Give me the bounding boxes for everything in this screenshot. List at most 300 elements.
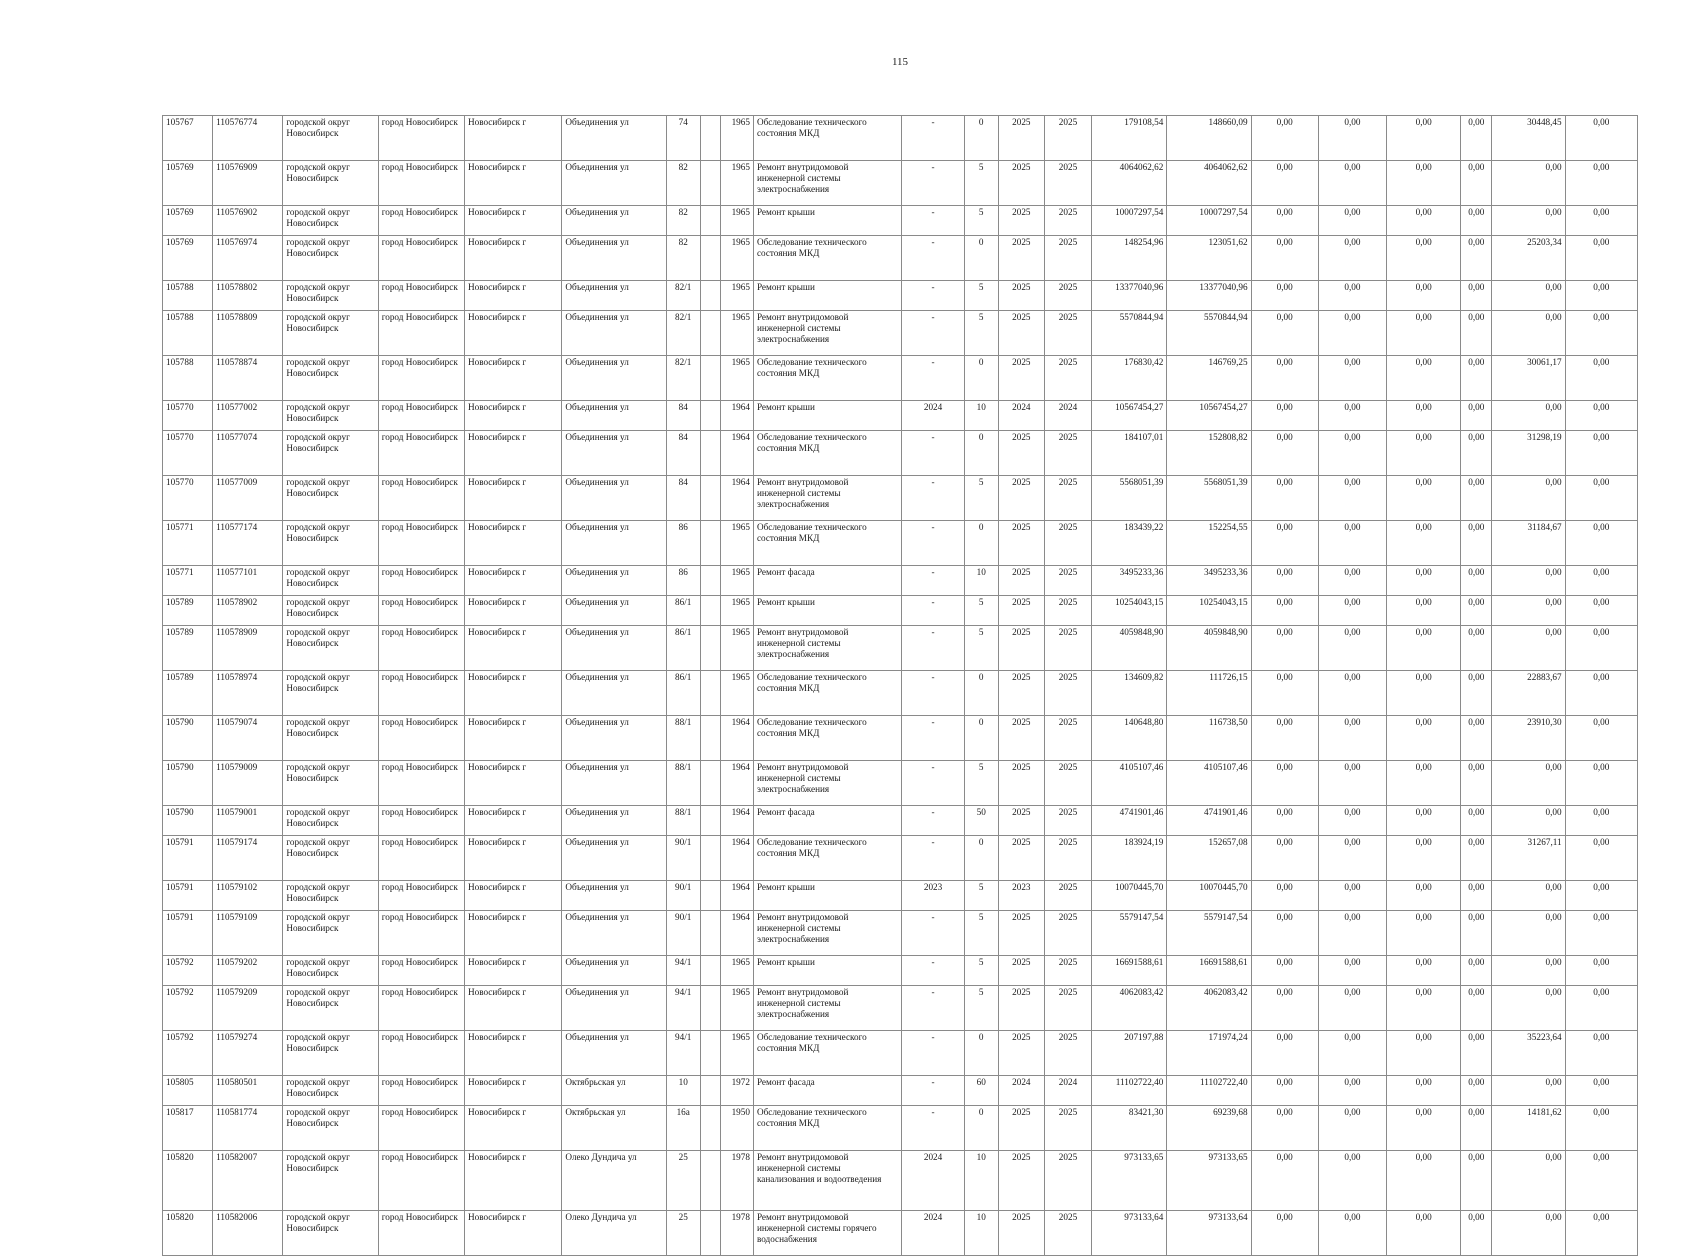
fund-3-cell: 0,00 <box>1387 1211 1461 1256</box>
build-year-cell: 1964 <box>720 431 753 476</box>
house-number-cell: 84 <box>666 401 700 431</box>
total-cost-cell: 148254,96 <box>1092 236 1167 281</box>
start-year-cell: 2023 <box>998 881 1044 911</box>
fund-cost-cell: 152808,82 <box>1167 431 1251 476</box>
street-cell: Объединения ул <box>562 596 666 626</box>
municipal-district-cell: городской округ Новосибирск <box>283 206 378 236</box>
locality-cell: Новосибирск г <box>464 626 561 671</box>
table-row <box>163 806 1638 836</box>
municipal-district-cell: городской округ Новосибирск <box>283 1151 378 1211</box>
build-year-cell: 1964 <box>720 806 753 836</box>
end-year-cell: 2025 <box>1044 566 1091 596</box>
empty-cell-cell <box>700 836 720 881</box>
house-id-cell: 105805 <box>163 1076 213 1106</box>
build-year-cell: 1972 <box>720 1076 753 1106</box>
other-funds-cell: 0,00 <box>1565 671 1637 716</box>
fund-2-cell: 0,00 <box>1318 281 1386 311</box>
locality-cell: Новосибирск г <box>464 521 561 566</box>
owner-contribution-cell: 0,00 <box>1492 1151 1565 1211</box>
total-cost-cell: 207197,88 <box>1092 1031 1167 1076</box>
wear-percent-cell: 0 <box>964 716 998 761</box>
owner-contribution-cell: 0,00 <box>1492 566 1565 596</box>
locality-cell: Новосибирск г <box>464 356 561 401</box>
total-cost-cell: 83421,30 <box>1092 1106 1167 1151</box>
start-year-cell: 2025 <box>998 476 1044 521</box>
wear-percent-cell: 0 <box>964 1106 998 1151</box>
fund-4-cell: 0,00 <box>1461 566 1492 596</box>
house-id-cell: 105817 <box>163 1106 213 1151</box>
fund-4-cell: 0,00 <box>1461 671 1492 716</box>
municipal-district-cell: городской округ Новосибирск <box>283 236 378 281</box>
municipal-district-cell: городской округ Новосибирск <box>283 476 378 521</box>
table-row <box>163 401 1638 431</box>
fund-2-cell: 0,00 <box>1318 1151 1386 1211</box>
owner-contribution-cell: 0,00 <box>1492 986 1565 1031</box>
owner-contribution-cell: 31184,67 <box>1492 521 1565 566</box>
fund-3-cell: 0,00 <box>1387 761 1461 806</box>
end-year-cell: 2025 <box>1044 761 1091 806</box>
build-year-cell: 1965 <box>720 626 753 671</box>
wear-percent-cell: 5 <box>964 281 998 311</box>
municipal-district-cell: городской округ Новосибирск <box>283 956 378 986</box>
house-id-cell: 105789 <box>163 626 213 671</box>
house-number-cell: 94/1 <box>666 956 700 986</box>
empty-cell-cell <box>700 1031 720 1076</box>
empty-cell-cell <box>700 881 720 911</box>
planned-year-cell: - <box>902 956 964 986</box>
total-cost-cell: 10567454,27 <box>1092 401 1167 431</box>
fund-2-cell: 0,00 <box>1318 716 1386 761</box>
other-funds-cell: 0,00 <box>1565 911 1637 956</box>
work-code-cell: 110578909 <box>213 626 283 671</box>
fund-1-cell: 0,00 <box>1251 206 1318 236</box>
locality-cell: Новосибирск г <box>464 476 561 521</box>
municipal-district-cell: городской округ Новосибирск <box>283 881 378 911</box>
settlement-cell: город Новосибирск <box>378 836 464 881</box>
build-year-cell: 1978 <box>720 1151 753 1211</box>
work-type-cell: Ремонт внутридомовой инженерной системы электроснабжения <box>753 161 902 206</box>
house-number-cell: 88/1 <box>666 761 700 806</box>
planned-year-cell: - <box>902 281 964 311</box>
fund-cost-cell: 4062083,42 <box>1167 986 1251 1031</box>
fund-2-cell: 0,00 <box>1318 566 1386 596</box>
fund-4-cell: 0,00 <box>1461 1076 1492 1106</box>
work-type-cell: Обследование технического состояния МКД <box>753 116 902 161</box>
house-id-cell: 105792 <box>163 1031 213 1076</box>
street-cell: Объединения ул <box>562 356 666 401</box>
house-number-cell: 25 <box>666 1151 700 1211</box>
other-funds-cell: 0,00 <box>1565 521 1637 566</box>
total-cost-cell: 16691588,61 <box>1092 956 1167 986</box>
locality-cell: Новосибирск г <box>464 911 561 956</box>
table-row <box>163 431 1638 476</box>
street-cell: Объединения ул <box>562 236 666 281</box>
fund-3-cell: 0,00 <box>1387 911 1461 956</box>
street-cell: Объединения ул <box>562 806 666 836</box>
fund-4-cell: 0,00 <box>1461 806 1492 836</box>
total-cost-cell: 5579147,54 <box>1092 911 1167 956</box>
house-number-cell: 90/1 <box>666 836 700 881</box>
settlement-cell: город Новосибирск <box>378 161 464 206</box>
table-row <box>163 1031 1638 1076</box>
house-id-cell: 105788 <box>163 356 213 401</box>
other-funds-cell: 0,00 <box>1565 311 1637 356</box>
wear-percent-cell: 5 <box>964 206 998 236</box>
start-year-cell: 2025 <box>998 596 1044 626</box>
fund-2-cell: 0,00 <box>1318 236 1386 281</box>
house-id-cell: 105820 <box>163 1211 213 1256</box>
fund-cost-cell: 4059848,90 <box>1167 626 1251 671</box>
wear-percent-cell: 0 <box>964 431 998 476</box>
fund-cost-cell: 69239,68 <box>1167 1106 1251 1151</box>
end-year-cell: 2025 <box>1044 1031 1091 1076</box>
fund-cost-cell: 148660,09 <box>1167 116 1251 161</box>
work-type-cell: Ремонт внутридомовой инженерной системы электроснабжения <box>753 476 902 521</box>
empty-cell-cell <box>700 1076 720 1106</box>
wear-percent-cell: 10 <box>964 1151 998 1211</box>
fund-1-cell: 0,00 <box>1251 281 1318 311</box>
settlement-cell: город Новосибирск <box>378 1151 464 1211</box>
build-year-cell: 1965 <box>720 566 753 596</box>
planned-year-cell: - <box>902 1076 964 1106</box>
settlement-cell: город Новосибирск <box>378 236 464 281</box>
fund-cost-cell: 13377040,96 <box>1167 281 1251 311</box>
planned-year-cell: - <box>902 806 964 836</box>
house-number-cell: 90/1 <box>666 881 700 911</box>
work-type-cell: Ремонт внутридомовой инженерной системы канализования и водоотведения <box>753 1151 902 1211</box>
fund-4-cell: 0,00 <box>1461 911 1492 956</box>
fund-3-cell: 0,00 <box>1387 566 1461 596</box>
fund-1-cell: 0,00 <box>1251 1031 1318 1076</box>
street-cell: Объединения ул <box>562 986 666 1031</box>
start-year-cell: 2025 <box>998 1031 1044 1076</box>
start-year-cell: 2025 <box>998 206 1044 236</box>
other-funds-cell: 0,00 <box>1565 206 1637 236</box>
street-cell: Объединения ул <box>562 311 666 356</box>
locality-cell: Новосибирск г <box>464 881 561 911</box>
end-year-cell: 2024 <box>1044 401 1091 431</box>
owner-contribution-cell: 0,00 <box>1492 401 1565 431</box>
fund-1-cell: 0,00 <box>1251 116 1318 161</box>
other-funds-cell: 0,00 <box>1565 116 1637 161</box>
fund-3-cell: 0,00 <box>1387 836 1461 881</box>
build-year-cell: 1965 <box>720 671 753 716</box>
fund-cost-cell: 152657,08 <box>1167 836 1251 881</box>
work-type-cell: Обследование технического состояния МКД <box>753 836 902 881</box>
work-type-cell: Ремонт внутридомовой инженерной системы горячего водоснабжения <box>753 1211 902 1256</box>
work-type-cell: Ремонт фасада <box>753 806 902 836</box>
empty-cell-cell <box>700 521 720 566</box>
fund-3-cell: 0,00 <box>1387 626 1461 671</box>
settlement-cell: город Новосибирск <box>378 281 464 311</box>
settlement-cell: город Новосибирск <box>378 401 464 431</box>
house-number-cell: 94/1 <box>666 1031 700 1076</box>
house-id-cell: 105790 <box>163 761 213 806</box>
other-funds-cell: 0,00 <box>1565 806 1637 836</box>
table-row <box>163 236 1638 281</box>
empty-cell-cell <box>700 1151 720 1211</box>
street-cell: Олеко Дундича ул <box>562 1151 666 1211</box>
work-type-cell: Ремонт внутридомовой инженерной системы электроснабжения <box>753 311 902 356</box>
end-year-cell: 2025 <box>1044 911 1091 956</box>
owner-contribution-cell: 23910,30 <box>1492 716 1565 761</box>
fund-3-cell: 0,00 <box>1387 356 1461 401</box>
other-funds-cell: 0,00 <box>1565 161 1637 206</box>
locality-cell: Новосибирск г <box>464 1031 561 1076</box>
fund-4-cell: 0,00 <box>1461 1151 1492 1211</box>
total-cost-cell: 10070445,70 <box>1092 881 1167 911</box>
fund-cost-cell: 152254,55 <box>1167 521 1251 566</box>
fund-3-cell: 0,00 <box>1387 521 1461 566</box>
work-code-cell: 110579074 <box>213 716 283 761</box>
total-cost-cell: 4064062,62 <box>1092 161 1167 206</box>
house-id-cell: 105771 <box>163 521 213 566</box>
other-funds-cell: 0,00 <box>1565 1031 1637 1076</box>
work-code-cell: 110576974 <box>213 236 283 281</box>
end-year-cell: 2025 <box>1044 431 1091 476</box>
fund-3-cell: 0,00 <box>1387 1076 1461 1106</box>
municipal-district-cell: городской округ Новосибирск <box>283 1076 378 1106</box>
fund-4-cell: 0,00 <box>1461 281 1492 311</box>
settlement-cell: город Новосибирск <box>378 521 464 566</box>
end-year-cell: 2025 <box>1044 626 1091 671</box>
table-row <box>163 1076 1638 1106</box>
build-year-cell: 1964 <box>720 716 753 761</box>
municipal-district-cell: городской округ Новосибирск <box>283 626 378 671</box>
empty-cell-cell <box>700 716 720 761</box>
street-cell: Объединения ул <box>562 161 666 206</box>
work-code-cell: 110579009 <box>213 761 283 806</box>
other-funds-cell: 0,00 <box>1565 986 1637 1031</box>
start-year-cell: 2025 <box>998 1151 1044 1211</box>
fund-4-cell: 0,00 <box>1461 716 1492 761</box>
build-year-cell: 1964 <box>720 476 753 521</box>
fund-cost-cell: 5579147,54 <box>1167 911 1251 956</box>
wear-percent-cell: 5 <box>964 626 998 671</box>
owner-contribution-cell: 0,00 <box>1492 761 1565 806</box>
street-cell: Объединения ул <box>562 476 666 521</box>
street-cell: Объединения ул <box>562 116 666 161</box>
fund-4-cell: 0,00 <box>1461 1211 1492 1256</box>
other-funds-cell: 0,00 <box>1565 836 1637 881</box>
work-code-cell: 110576909 <box>213 161 283 206</box>
municipal-district-cell: городской округ Новосибирск <box>283 596 378 626</box>
settlement-cell: город Новосибирск <box>378 311 464 356</box>
fund-3-cell: 0,00 <box>1387 671 1461 716</box>
street-cell: Объединения ул <box>562 401 666 431</box>
work-type-cell: Ремонт внутридомовой инженерной системы электроснабжения <box>753 986 902 1031</box>
planned-year-cell: - <box>902 671 964 716</box>
table-row <box>163 281 1638 311</box>
fund-3-cell: 0,00 <box>1387 986 1461 1031</box>
settlement-cell: город Новосибирск <box>378 671 464 716</box>
fund-3-cell: 0,00 <box>1387 596 1461 626</box>
total-cost-cell: 4105107,46 <box>1092 761 1167 806</box>
municipal-district-cell: городской округ Новосибирск <box>283 716 378 761</box>
table-row <box>163 161 1638 206</box>
fund-cost-cell: 4064062,62 <box>1167 161 1251 206</box>
work-code-cell: 110577074 <box>213 431 283 476</box>
fund-1-cell: 0,00 <box>1251 236 1318 281</box>
fund-4-cell: 0,00 <box>1461 521 1492 566</box>
fund-1-cell: 0,00 <box>1251 566 1318 596</box>
empty-cell-cell <box>700 761 720 806</box>
planned-year-cell: - <box>902 761 964 806</box>
total-cost-cell: 134609,82 <box>1092 671 1167 716</box>
fund-cost-cell: 146769,25 <box>1167 356 1251 401</box>
start-year-cell: 2025 <box>998 836 1044 881</box>
fund-2-cell: 0,00 <box>1318 956 1386 986</box>
house-number-cell: 90/1 <box>666 911 700 956</box>
end-year-cell: 2025 <box>1044 881 1091 911</box>
street-cell: Объединения ул <box>562 626 666 671</box>
owner-contribution-cell: 0,00 <box>1492 161 1565 206</box>
build-year-cell: 1965 <box>720 236 753 281</box>
fund-2-cell: 0,00 <box>1318 911 1386 956</box>
planned-year-cell: - <box>902 116 964 161</box>
empty-cell-cell <box>700 806 720 836</box>
fund-4-cell: 0,00 <box>1461 161 1492 206</box>
fund-4-cell: 0,00 <box>1461 206 1492 236</box>
owner-contribution-cell: 30448,45 <box>1492 116 1565 161</box>
fund-1-cell: 0,00 <box>1251 986 1318 1031</box>
house-id-cell: 105788 <box>163 311 213 356</box>
build-year-cell: 1965 <box>720 356 753 401</box>
work-type-cell: Ремонт крыши <box>753 401 902 431</box>
other-funds-cell: 0,00 <box>1565 431 1637 476</box>
fund-cost-cell: 10567454,27 <box>1167 401 1251 431</box>
house-number-cell: 10 <box>666 1076 700 1106</box>
settlement-cell: город Новосибирск <box>378 596 464 626</box>
fund-3-cell: 0,00 <box>1387 881 1461 911</box>
start-year-cell: 2025 <box>998 431 1044 476</box>
empty-cell-cell <box>700 281 720 311</box>
locality-cell: Новосибирск г <box>464 956 561 986</box>
wear-percent-cell: 10 <box>964 1211 998 1256</box>
total-cost-cell: 183924,19 <box>1092 836 1167 881</box>
end-year-cell: 2025 <box>1044 1211 1091 1256</box>
fund-1-cell: 0,00 <box>1251 911 1318 956</box>
settlement-cell: город Новосибирск <box>378 1031 464 1076</box>
settlement-cell: город Новосибирск <box>378 881 464 911</box>
street-cell: Объединения ул <box>562 566 666 596</box>
house-number-cell: 25 <box>666 1211 700 1256</box>
work-code-cell: 110578874 <box>213 356 283 401</box>
locality-cell: Новосибирск г <box>464 281 561 311</box>
fund-2-cell: 0,00 <box>1318 1076 1386 1106</box>
wear-percent-cell: 5 <box>964 761 998 806</box>
wear-percent-cell: 10 <box>964 566 998 596</box>
other-funds-cell: 0,00 <box>1565 476 1637 521</box>
empty-cell-cell <box>700 956 720 986</box>
owner-contribution-cell: 0,00 <box>1492 911 1565 956</box>
work-code-cell: 110579274 <box>213 1031 283 1076</box>
fund-1-cell: 0,00 <box>1251 476 1318 521</box>
locality-cell: Новосибирск г <box>464 806 561 836</box>
planned-year-cell: - <box>902 596 964 626</box>
settlement-cell: город Новосибирск <box>378 116 464 161</box>
wear-percent-cell: 0 <box>964 521 998 566</box>
settlement-cell: город Новосибирск <box>378 761 464 806</box>
build-year-cell: 1965 <box>720 116 753 161</box>
start-year-cell: 2025 <box>998 1211 1044 1256</box>
settlement-cell: город Новосибирск <box>378 356 464 401</box>
fund-4-cell: 0,00 <box>1461 476 1492 521</box>
other-funds-cell: 0,00 <box>1565 1211 1637 1256</box>
house-number-cell: 74 <box>666 116 700 161</box>
empty-cell-cell <box>700 986 720 1031</box>
build-year-cell: 1978 <box>720 1211 753 1256</box>
work-code-cell: 110576902 <box>213 206 283 236</box>
fund-1-cell: 0,00 <box>1251 596 1318 626</box>
house-number-cell: 82/1 <box>666 281 700 311</box>
build-year-cell: 1965 <box>720 986 753 1031</box>
street-cell: Объединения ул <box>562 956 666 986</box>
total-cost-cell: 973133,64 <box>1092 1211 1167 1256</box>
house-id-cell: 105792 <box>163 956 213 986</box>
owner-contribution-cell: 0,00 <box>1492 476 1565 521</box>
table-row <box>163 1151 1638 1211</box>
fund-cost-cell: 973133,65 <box>1167 1151 1251 1211</box>
fund-2-cell: 0,00 <box>1318 311 1386 356</box>
start-year-cell: 2025 <box>998 986 1044 1031</box>
other-funds-cell: 0,00 <box>1565 281 1637 311</box>
owner-contribution-cell: 35223,64 <box>1492 1031 1565 1076</box>
planned-year-cell: - <box>902 476 964 521</box>
work-code-cell: 110578802 <box>213 281 283 311</box>
house-number-cell: 82/1 <box>666 311 700 356</box>
fund-1-cell: 0,00 <box>1251 1106 1318 1151</box>
build-year-cell: 1964 <box>720 401 753 431</box>
wear-percent-cell: 5 <box>964 476 998 521</box>
end-year-cell: 2025 <box>1044 1106 1091 1151</box>
wear-percent-cell: 5 <box>964 881 998 911</box>
fund-1-cell: 0,00 <box>1251 401 1318 431</box>
house-id-cell: 105769 <box>163 206 213 236</box>
fund-4-cell: 0,00 <box>1461 596 1492 626</box>
owner-contribution-cell: 14181,62 <box>1492 1106 1565 1151</box>
house-id-cell: 105790 <box>163 716 213 761</box>
planned-year-cell: - <box>902 716 964 761</box>
owner-contribution-cell: 0,00 <box>1492 281 1565 311</box>
owner-contribution-cell: 0,00 <box>1492 1076 1565 1106</box>
wear-percent-cell: 0 <box>964 356 998 401</box>
table-row <box>163 716 1638 761</box>
municipal-district-cell: городской округ Новосибирск <box>283 311 378 356</box>
build-year-cell: 1965 <box>720 311 753 356</box>
wear-percent-cell: 0 <box>964 1031 998 1076</box>
municipal-district-cell: городской округ Новосибирск <box>283 761 378 806</box>
empty-cell-cell <box>700 626 720 671</box>
fund-cost-cell: 3495233,36 <box>1167 566 1251 596</box>
house-id-cell: 105789 <box>163 671 213 716</box>
fund-4-cell: 0,00 <box>1461 626 1492 671</box>
fund-4-cell: 0,00 <box>1461 1106 1492 1151</box>
municipal-district-cell: городской округ Новосибирск <box>283 401 378 431</box>
owner-contribution-cell: 0,00 <box>1492 881 1565 911</box>
street-cell: Объединения ул <box>562 881 666 911</box>
total-cost-cell: 3495233,36 <box>1092 566 1167 596</box>
start-year-cell: 2025 <box>998 521 1044 566</box>
fund-1-cell: 0,00 <box>1251 1076 1318 1106</box>
fund-3-cell: 0,00 <box>1387 716 1461 761</box>
work-code-cell: 110582006 <box>213 1211 283 1256</box>
wear-percent-cell: 0 <box>964 671 998 716</box>
street-cell: Объединения ул <box>562 716 666 761</box>
end-year-cell: 2025 <box>1044 476 1091 521</box>
end-year-cell: 2025 <box>1044 716 1091 761</box>
work-type-cell: Обследование технического состояния МКД <box>753 671 902 716</box>
